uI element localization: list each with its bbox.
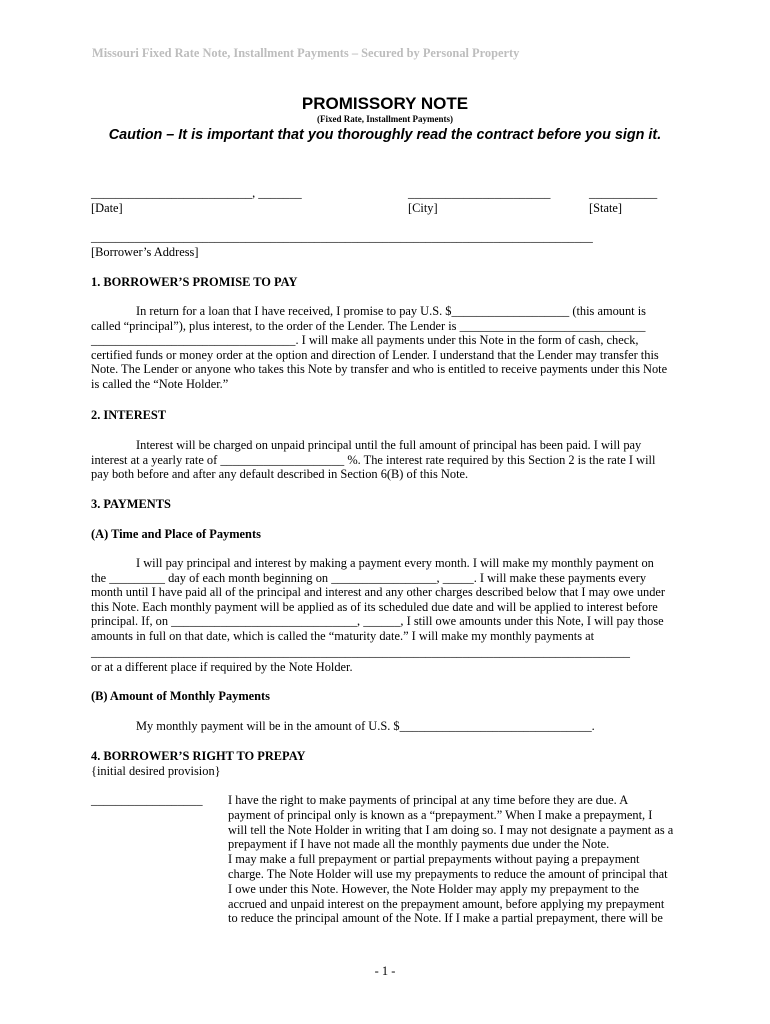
borrower-address-label: [Borrower’s Address]	[91, 245, 199, 259]
section-2-body	[91, 438, 681, 482]
state-label: [State]	[589, 201, 623, 215]
prepay-line: will tell the Note Holder in writing that I am doing so. I may not designate a payment as a	[228, 822, 674, 837]
section-3a-line: month until I have paid all of the principal and interest and any other charges described below that I may owe under	[91, 585, 666, 600]
section-2-line: interest at a yearly rate of ____________________ %. The interest rate required by this Section 2 is the rate I will	[91, 452, 656, 467]
section-3a-line: the _________ day of each month beginning on _________________, _____. I will make these payments every	[91, 570, 647, 585]
city-label: [City]	[408, 201, 438, 215]
section-3-heading: 3. PAYMENTS	[91, 497, 171, 511]
prepay-initial-blank[interactable]: __________________	[91, 793, 203, 807]
document-header-note: Missouri Fixed Rate Note, Installment Payments – Secured by Personal Property	[92, 46, 520, 60]
date-field-blank[interactable]: __________________________, _______	[91, 186, 302, 200]
section-3a-line: I will pay principal and interest by making a payment every month. I will make my monthly payment on	[136, 556, 654, 570]
city-field-blank[interactable]: _______________________	[408, 186, 551, 200]
payment-place-blank[interactable]: _______________________________________________________________________________________	[91, 645, 630, 659]
prepay-line: charge. The Note Holder will use my prepayments to reduce the amount of principal that	[228, 866, 668, 881]
section-3a-after: or at a different place if required by the Note Holder.	[91, 660, 353, 674]
page-subtitle: (Fixed Rate, Installment Payments)	[317, 114, 453, 124]
section-1-line: Note. The Lender or anyone who takes this Note by transfer and who is entitled to receive payments under this Note	[91, 362, 668, 377]
date-label: [Date]	[91, 201, 123, 215]
section-1-line: called “principal”), plus interest, to the order of the Lender. The Lender is ______________________________	[91, 318, 646, 333]
section-3a-line: amounts in full on that date, which is called the “maturity date.” I will make my monthly payments at	[91, 628, 595, 643]
section-4-heading: 4. BORROWER’S RIGHT TO PREPAY	[91, 749, 306, 763]
prepay-line: accrued and unpaid interest on the prepayment amount, before applying my prepayment	[228, 896, 665, 911]
section-3a-line: this Note. Each monthly payment will be applied as of its scheduled due date and will be applied to interest before	[91, 599, 658, 614]
prepay-provision-text	[228, 793, 688, 926]
page-title: PROMISSORY NOTE	[301, 94, 469, 113]
section-4-note: {initial desired provision}	[91, 764, 221, 778]
section-1-line: In return for a loan that I have received, I promise to pay U.S. $___________________ (this amount is	[136, 304, 646, 318]
section-2-heading: 2. INTEREST	[91, 408, 167, 422]
section-3b-heading: (B) Amount of Monthly Payments	[91, 689, 270, 703]
prepay-line: payment of principal only is known as a “prepayment.” When I make a prepayment, I	[228, 807, 653, 822]
prepay-line: I owe under this Note. However, the Note Holder may apply my prepayment to the	[228, 881, 640, 896]
section-1-body	[91, 304, 681, 392]
state-field-blank[interactable]: ___________	[589, 186, 658, 200]
monthly-payment-line: My monthly payment will be in the amount of U.S. $_______________________________.	[136, 719, 595, 733]
caution-notice: Caution – It is important that you thoroughly read the contract before you sign it.	[108, 127, 662, 143]
section-3a-line: principal. If, on ______________________________, ______, I still owe amounts under this Note, I will pay those	[91, 614, 664, 629]
borrower-address-blank[interactable]: _________________________________________________________________________________	[91, 230, 593, 244]
section-2-line: Interest will be charged on unpaid principal until the full amount of principal has been paid. I will pay	[136, 438, 642, 452]
prepay-line: I may make a full prepayment or partial prepayments without paying a prepayment	[228, 852, 640, 867]
section-2-line: pay both before and after any default described in Section 6(B) of this Note.	[91, 467, 469, 482]
section-3a-body	[91, 556, 681, 644]
prepay-line: I have the right to make payments of principal at any time before they are due. A	[228, 793, 629, 807]
section-1-line: is called the “Note Holder.”	[91, 376, 229, 391]
section-3a-heading: (A) Time and Place of Payments	[91, 527, 261, 541]
prepay-line: to reduce the principal amount of the Note. If I make a partial prepayment, there will be	[228, 911, 663, 926]
section-1-line: certified funds or money order at the option and direction of Lender. I understand that the Lender may transfer this	[91, 347, 659, 362]
section-1-line: _________________________________. I will make all payments under this Note in the form of cash, check,	[91, 333, 639, 348]
page-number: - 1 -	[374, 964, 396, 978]
section-1-heading: 1. BORROWER’S PROMISE TO PAY	[91, 275, 298, 289]
prepay-line: prepayment if I have not made all the monthly payments due under the Note.	[228, 837, 610, 852]
